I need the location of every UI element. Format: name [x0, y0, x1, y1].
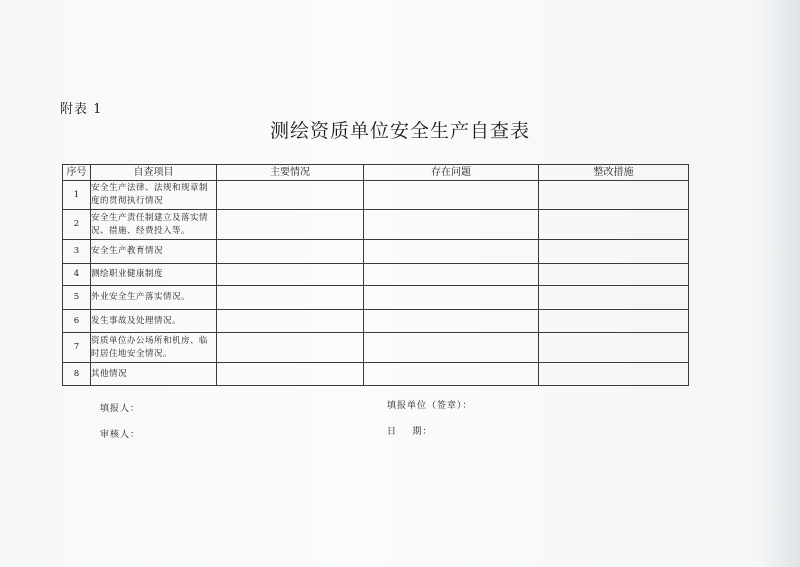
main-situation-cell — [217, 333, 364, 363]
main-situation-cell — [217, 363, 364, 386]
table-header-row — [63, 165, 689, 181]
rectification-cell — [539, 363, 689, 386]
table-row — [63, 181, 689, 210]
existing-problem-cell — [364, 333, 539, 363]
main-situation-cell — [217, 286, 364, 310]
row-number: 8 — [63, 363, 91, 386]
row-number: 4 — [63, 264, 91, 286]
rectification-cell — [539, 286, 689, 310]
table-row — [63, 264, 689, 286]
main-situation-cell — [217, 181, 364, 210]
header-cell: 整改措施 — [539, 165, 689, 181]
rectification-cell — [539, 310, 689, 333]
row-number: 5 — [63, 286, 91, 310]
row-number: 6 — [63, 310, 91, 333]
inspection-item: 发生事故及处理情况。 — [91, 310, 217, 333]
row-number: 3 — [63, 240, 91, 264]
main-situation-cell — [217, 210, 364, 240]
main-situation-cell — [217, 310, 364, 333]
inspection-item: 安全生产教育情况 — [91, 240, 217, 264]
table-row — [63, 310, 689, 333]
table-row — [63, 286, 689, 310]
reporter-label: 填报人： — [100, 404, 141, 414]
existing-problem-cell — [364, 264, 539, 286]
table-row — [63, 333, 689, 363]
main-situation-cell — [217, 240, 364, 264]
existing-problem-cell — [364, 310, 539, 333]
header-cell: 自查项目 — [91, 165, 217, 181]
reporting-unit-label: 填报单位（签章）： — [387, 401, 473, 411]
existing-problem-cell — [364, 181, 539, 210]
row-number: 2 — [63, 210, 91, 240]
inspection-item: 安全生产法律、法规和规章制度的贯彻执行情况 — [91, 181, 217, 210]
date-label: 日 期： — [387, 427, 433, 437]
inspection-item: 外业安全生产落实情况。 — [91, 286, 217, 310]
rectification-cell — [539, 240, 689, 264]
document-title: 测绘资质单位安全生产自查表 — [269, 120, 530, 142]
table-row — [63, 240, 689, 264]
annex-label: 附表 1 — [60, 102, 103, 117]
header-cell: 存在问题 — [364, 165, 539, 181]
scan-edge-shadow — [760, 0, 800, 567]
existing-problem-cell — [364, 240, 539, 264]
existing-problem-cell — [364, 363, 539, 386]
table-row — [63, 210, 689, 240]
table-row — [63, 363, 689, 386]
rectification-cell — [539, 181, 689, 210]
inspection-item: 测绘职业健康制度 — [91, 264, 217, 286]
row-number: 7 — [63, 333, 91, 363]
header-cell: 序号 — [63, 165, 91, 181]
reviewer-label: 审核人： — [100, 430, 141, 440]
existing-problem-cell — [364, 286, 539, 310]
rectification-cell — [539, 264, 689, 286]
row-number: 1 — [63, 181, 91, 210]
existing-problem-cell — [364, 210, 539, 240]
inspection-item: 其他情况 — [91, 363, 217, 386]
main-situation-cell — [217, 264, 364, 286]
header-cell: 主要情况 — [217, 165, 364, 181]
inspection-item: 资质单位办公场所和机房、临时居住地安全情况。 — [91, 333, 217, 363]
inspection-item: 安全生产责任制建立及落实情况、措施、经费投入等。 — [91, 210, 217, 240]
rectification-cell — [539, 333, 689, 363]
self-inspection-table — [62, 164, 689, 386]
rectification-cell — [539, 210, 689, 240]
